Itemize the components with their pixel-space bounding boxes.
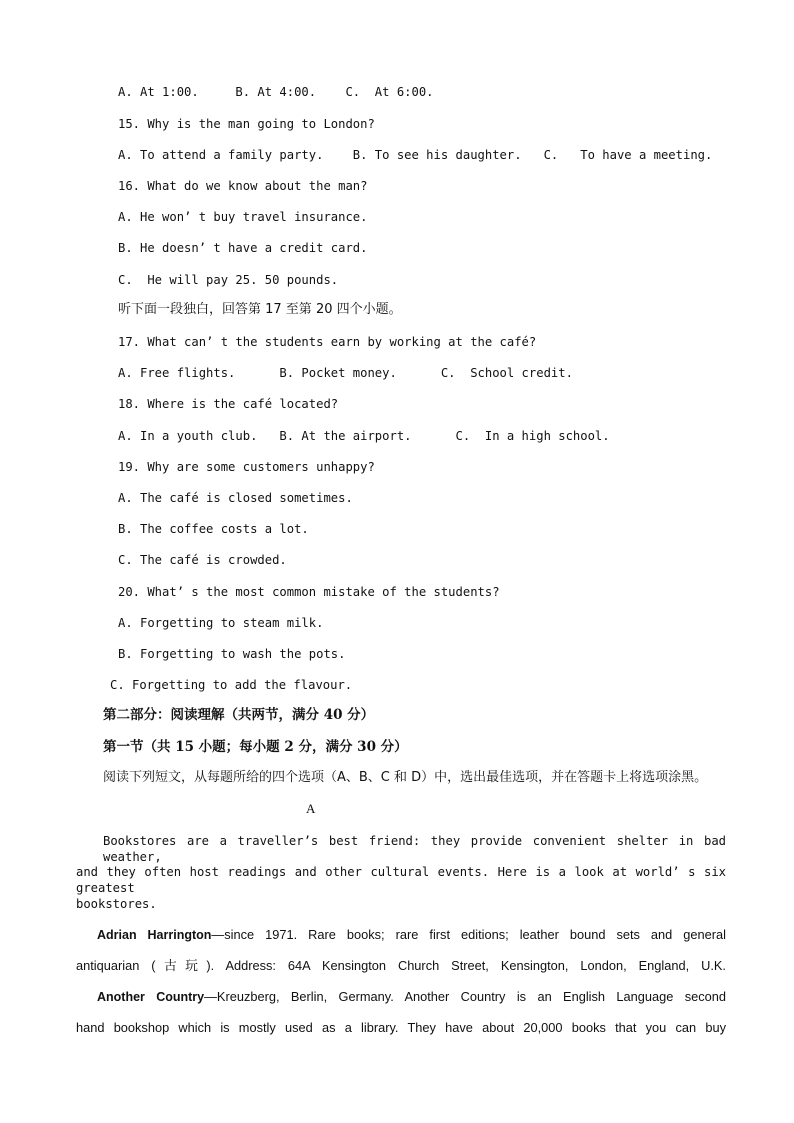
- bookstore-name: Another Country: [97, 990, 205, 1004]
- q17-options: A. Free flights. B. Pocket money. C. School credit.: [118, 366, 573, 380]
- q18-options: A. In a youth club. B. At the airport. C. In a high school.: [118, 429, 610, 443]
- bookstore-entry-another-country: [97, 989, 726, 1005]
- question-17: 17. What can’ t the students earn by working at the café?: [118, 335, 537, 349]
- q19-option-a: A. The café is closed sometimes.: [118, 491, 353, 505]
- bookstore-description: —since 1971. Rare books; rare first editions; leather bound sets and general: [211, 927, 726, 942]
- passage-label: A: [306, 801, 316, 816]
- part-two-heading: 第二部分：阅读理解（共两节，满分 40 分）: [103, 707, 375, 723]
- q16-option-a: A. He won’ t buy travel insurance.: [118, 210, 368, 224]
- bookstore-description: hand bookshop which is mostly used as a library. They have about 20,000 books that you can buy: [76, 1020, 726, 1035]
- monologue-instruction: 听下面一段独白，回答第 17 至第 20 四个小题。: [118, 302, 402, 317]
- q20-option-a: A. Forgetting to steam milk.: [118, 616, 324, 630]
- q16-option-b: B. He doesn’ t have a credit card.: [118, 241, 368, 255]
- q19-option-b: B. The coffee costs a lot.: [118, 522, 309, 536]
- intro-paragraph-line: bookstores.: [76, 897, 157, 911]
- q19-option-c: C. The café is crowded.: [118, 553, 287, 567]
- question-20: 20. What’ s the most common mistake of the students?: [118, 585, 500, 599]
- bookstore-description: —Kreuzberg, Berlin, Germany. Another Country is an English Language second: [204, 989, 726, 1004]
- question-19: 19. Why are some customers unhappy?: [118, 460, 375, 474]
- bookstore-name: Adrian Harrington: [97, 928, 212, 942]
- section-one-heading: 第一节（共 15 小题；每小题 2 分，满分 30 分）: [103, 739, 408, 755]
- question-15: 15. Why is the man going to London?: [118, 117, 375, 131]
- q15-options: A. To attend a family party. B. To see his daughter. C. To have a meeting.: [118, 148, 713, 162]
- intro-paragraph-line: Bookstores are a traveller’s best friend: they provide convenient shelter in bad weather,: [103, 834, 726, 864]
- bookstore-description: antiquarian (古玩). Address: 64A Kensington Church Street, Kensington, London, England, U.K.: [76, 958, 726, 973]
- bookstore-entry-adrian: [97, 927, 726, 943]
- q14-options: A. At 1:00. B. At 4:00. C. At 6:00.: [118, 85, 434, 99]
- q16-option-c: C. He will pay 25. 50 pounds.: [118, 273, 339, 287]
- question-18: 18. Where is the café located?: [118, 397, 339, 411]
- q20-option-b: B. Forgetting to wash the pots.: [118, 647, 346, 661]
- question-16: 16. What do we know about the man?: [118, 179, 368, 193]
- intro-paragraph-line: and they often host readings and other cultural events. Here is a look at world’ s six greatest: [76, 865, 726, 895]
- q20-option-c: C. Forgetting to add the flavour.: [110, 678, 353, 692]
- reading-instruction: 阅读下列短文，从每题所给的四个选项（A、B、C 和 D）中，选出最佳选项，并在答题卡上将选项涂黑。: [103, 770, 708, 785]
